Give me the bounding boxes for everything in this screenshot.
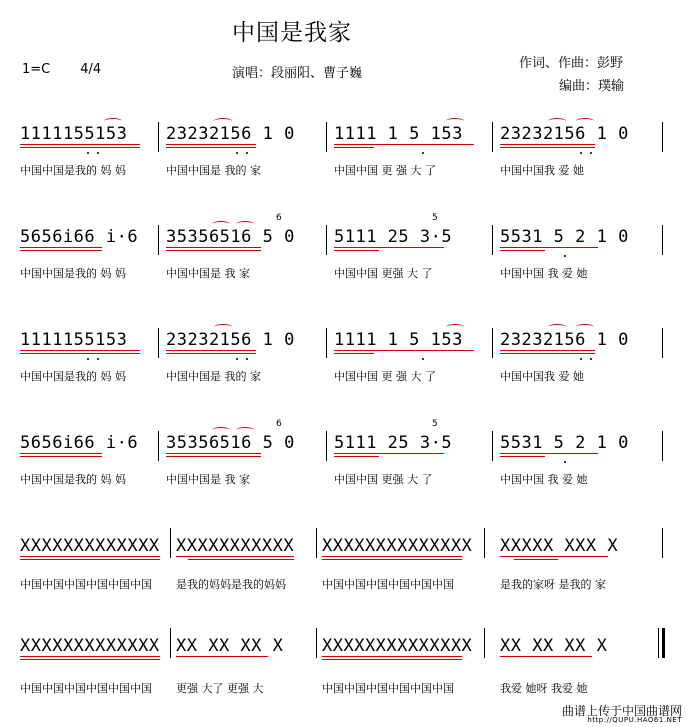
beam-underline (20, 250, 102, 251)
measure-1: 5656i66 i·6 (20, 227, 139, 247)
beam-underline (334, 456, 379, 457)
grace-note: 6 (276, 213, 282, 223)
beam-underline (500, 350, 595, 351)
slur (236, 427, 254, 433)
measure-1: 1111155153 (20, 124, 128, 144)
beam-underline (514, 559, 558, 560)
beam-underline (20, 144, 140, 145)
slur (214, 118, 232, 124)
beam-underline (166, 456, 261, 457)
measure-2: 23232156 1 0 (166, 124, 295, 144)
measure-2: XX XX XX X (176, 636, 284, 656)
lyric-line: 中国中国 更 强 大 了 (334, 370, 436, 383)
beam-underline (334, 353, 374, 354)
lyric-line: 中国中国是我的 妈 妈 (20, 370, 126, 383)
lyric-line: 中国中国是我的 妈 妈 (20, 164, 126, 177)
lyric-line: 中国中国中国中国中国中国 (20, 578, 152, 591)
footer-site: 曲谱上传于中国曲谱网 (561, 704, 682, 718)
grace-note: 6 (276, 419, 282, 429)
beam-underline (500, 247, 598, 248)
slur (212, 221, 230, 227)
low-octave-dot (236, 152, 238, 154)
beam-underline (166, 350, 256, 351)
score-system-5 (0, 528, 688, 598)
score-system-2 (0, 213, 688, 289)
beam-underline (20, 656, 160, 657)
measure-1: XXXXXXXXXXXXX (20, 536, 160, 556)
lyric-line: 中国中国是 我的 家 (166, 370, 261, 383)
beam-underline (334, 350, 474, 351)
lyric-line: 中国中国我 爱 她 (500, 164, 584, 177)
slur (446, 324, 464, 330)
slur (236, 221, 254, 227)
lyric-line: 中国中国是 我 家 (166, 473, 250, 486)
low-octave-dot (580, 358, 582, 360)
measure-1: 1111155153 (20, 330, 128, 350)
beam-underline (334, 247, 444, 248)
lyric-line: 中国中国中国中国中国中国 (322, 578, 454, 591)
beam-underline (20, 350, 140, 351)
arranger-credit: 编曲：璞输 (559, 79, 625, 94)
low-octave-dot (97, 358, 99, 360)
beam-underline (20, 559, 160, 560)
lyric-line: 是我的妈妈是我的妈妈 (176, 578, 286, 591)
lyric-line: 中国中国是 我的 家 (166, 164, 261, 177)
beam-underline (188, 559, 294, 560)
beam-underline (322, 556, 462, 557)
lyric-line: 中国中国是 我 家 (166, 267, 250, 280)
score-system-3 (0, 322, 688, 392)
measure-4: 5531 5 2 1 0 (500, 433, 629, 453)
footer-url[interactable]: http://QUPU.HAO61.NET (587, 716, 682, 724)
beam-underline (166, 453, 261, 454)
beam-underline (334, 147, 374, 148)
score-system-4 (0, 419, 688, 495)
lyric-line: 中国中国 我 爱 她 (500, 267, 588, 280)
beam-underline (500, 250, 545, 251)
low-octave-dot (246, 358, 248, 360)
beam-underline (176, 556, 294, 557)
beam-underline (322, 559, 462, 560)
lyric-line: 中国中国中国中国中国中国 (322, 682, 454, 695)
measure-1: 5656i66 i·6 (20, 433, 139, 453)
low-octave-dot (422, 152, 424, 154)
low-octave-dot (564, 461, 566, 463)
grace-note: 5 (432, 213, 438, 223)
low-octave-dot (246, 152, 248, 154)
low-octave-dot (97, 152, 99, 154)
lyric-line: 中国中国 更强 大 了 (334, 267, 433, 280)
beam-underline (500, 147, 595, 148)
measure-1: XXXXXXXXXXXXX (20, 636, 160, 656)
score-system-6 (0, 628, 688, 698)
lyric-line: 是我的家呀 是我的 家 (500, 578, 606, 591)
beam-underline (166, 147, 256, 148)
beam-underline (176, 656, 268, 657)
measure-4: XX XX XX X (500, 636, 608, 656)
beam-underline (20, 247, 102, 248)
measure-4: 5531 5 2 1 0 (500, 227, 629, 247)
lyric-line: 中国中国 更强 大 了 (334, 473, 433, 486)
beam-underline (20, 147, 140, 148)
slur (104, 118, 122, 124)
slur (576, 324, 594, 330)
key-sig-text: 1=C (22, 62, 51, 77)
beam-underline (322, 659, 462, 660)
measure-3: XXXXXXXXXXXXXX (322, 536, 473, 556)
measure-4: XXXXX XXX X (500, 536, 619, 556)
low-octave-dot (422, 358, 424, 360)
measure-4: 23232156 1 0 (500, 330, 629, 350)
composer-credit: 作词、作曲：彭野 (519, 56, 624, 71)
beam-underline (334, 144, 474, 145)
lyric-line: 我爱 她呀 我爱 她 (500, 682, 588, 695)
slur (548, 118, 566, 124)
key-signature (22, 62, 101, 77)
slur (576, 118, 594, 124)
beam-underline (20, 456, 102, 457)
time-sig-text: 4/4 (80, 62, 102, 77)
lyric-line: 中国中国中国中国中国中国 (20, 682, 152, 695)
beam-underline (500, 353, 595, 354)
lyric-line: 中国中国 更 强 大 了 (334, 164, 436, 177)
score-system-1 (0, 116, 688, 186)
beam-underline (166, 353, 256, 354)
grace-note: 5 (432, 419, 438, 429)
measure-3: 1111 1 5 153 (334, 124, 463, 144)
low-octave-dot (590, 152, 592, 154)
low-octave-dot (87, 152, 89, 154)
lyric-line: 更强 大了 更强 大 (176, 682, 264, 695)
beam-underline (334, 250, 379, 251)
low-octave-dot (590, 358, 592, 360)
beam-underline (500, 656, 592, 657)
singer-credit: 演唱：段丽阳、曹子巍 (232, 66, 363, 81)
beam-underline (20, 659, 160, 660)
beam-underline (166, 250, 261, 251)
measure-3: 5111 25 3·5 (334, 433, 453, 453)
low-octave-dot (87, 358, 89, 360)
measure-2: 35356516 5 0 (166, 227, 295, 247)
beam-underline (20, 453, 102, 454)
beam-underline (500, 556, 608, 557)
beam-underline (20, 353, 140, 354)
slur (214, 324, 232, 330)
measure-3: 5111 25 3·5 (334, 227, 453, 247)
beam-underline (500, 456, 545, 457)
lyric-line: 中国中国 我 爱 她 (500, 473, 588, 486)
slur (548, 324, 566, 330)
slur (212, 427, 230, 433)
low-octave-dot (236, 358, 238, 360)
lyric-line: 中国中国我 爱 她 (500, 370, 584, 383)
beam-underline (334, 453, 444, 454)
beam-underline (500, 453, 598, 454)
slur (446, 118, 464, 124)
lyric-line: 中国中国是我的 妈 妈 (20, 473, 126, 486)
low-octave-dot (564, 255, 566, 257)
song-title: 中国是我家 (232, 20, 352, 46)
lyric-line: 中国中国是我的 妈 妈 (20, 267, 126, 280)
low-octave-dot (580, 152, 582, 154)
measure-2: 35356516 5 0 (166, 433, 295, 453)
measure-3: XXXXXXXXXXXXXX (322, 636, 473, 656)
beam-underline (500, 144, 595, 145)
measure-2: 23232156 1 0 (166, 330, 295, 350)
beam-underline (166, 144, 256, 145)
beam-underline (20, 556, 160, 557)
measure-2: XXXXXXXXXXX (176, 536, 295, 556)
measure-3: 1111 1 5 153 (334, 330, 463, 350)
beam-underline (322, 656, 462, 657)
beam-underline (166, 247, 261, 248)
measure-4: 23232156 1 0 (500, 124, 629, 144)
